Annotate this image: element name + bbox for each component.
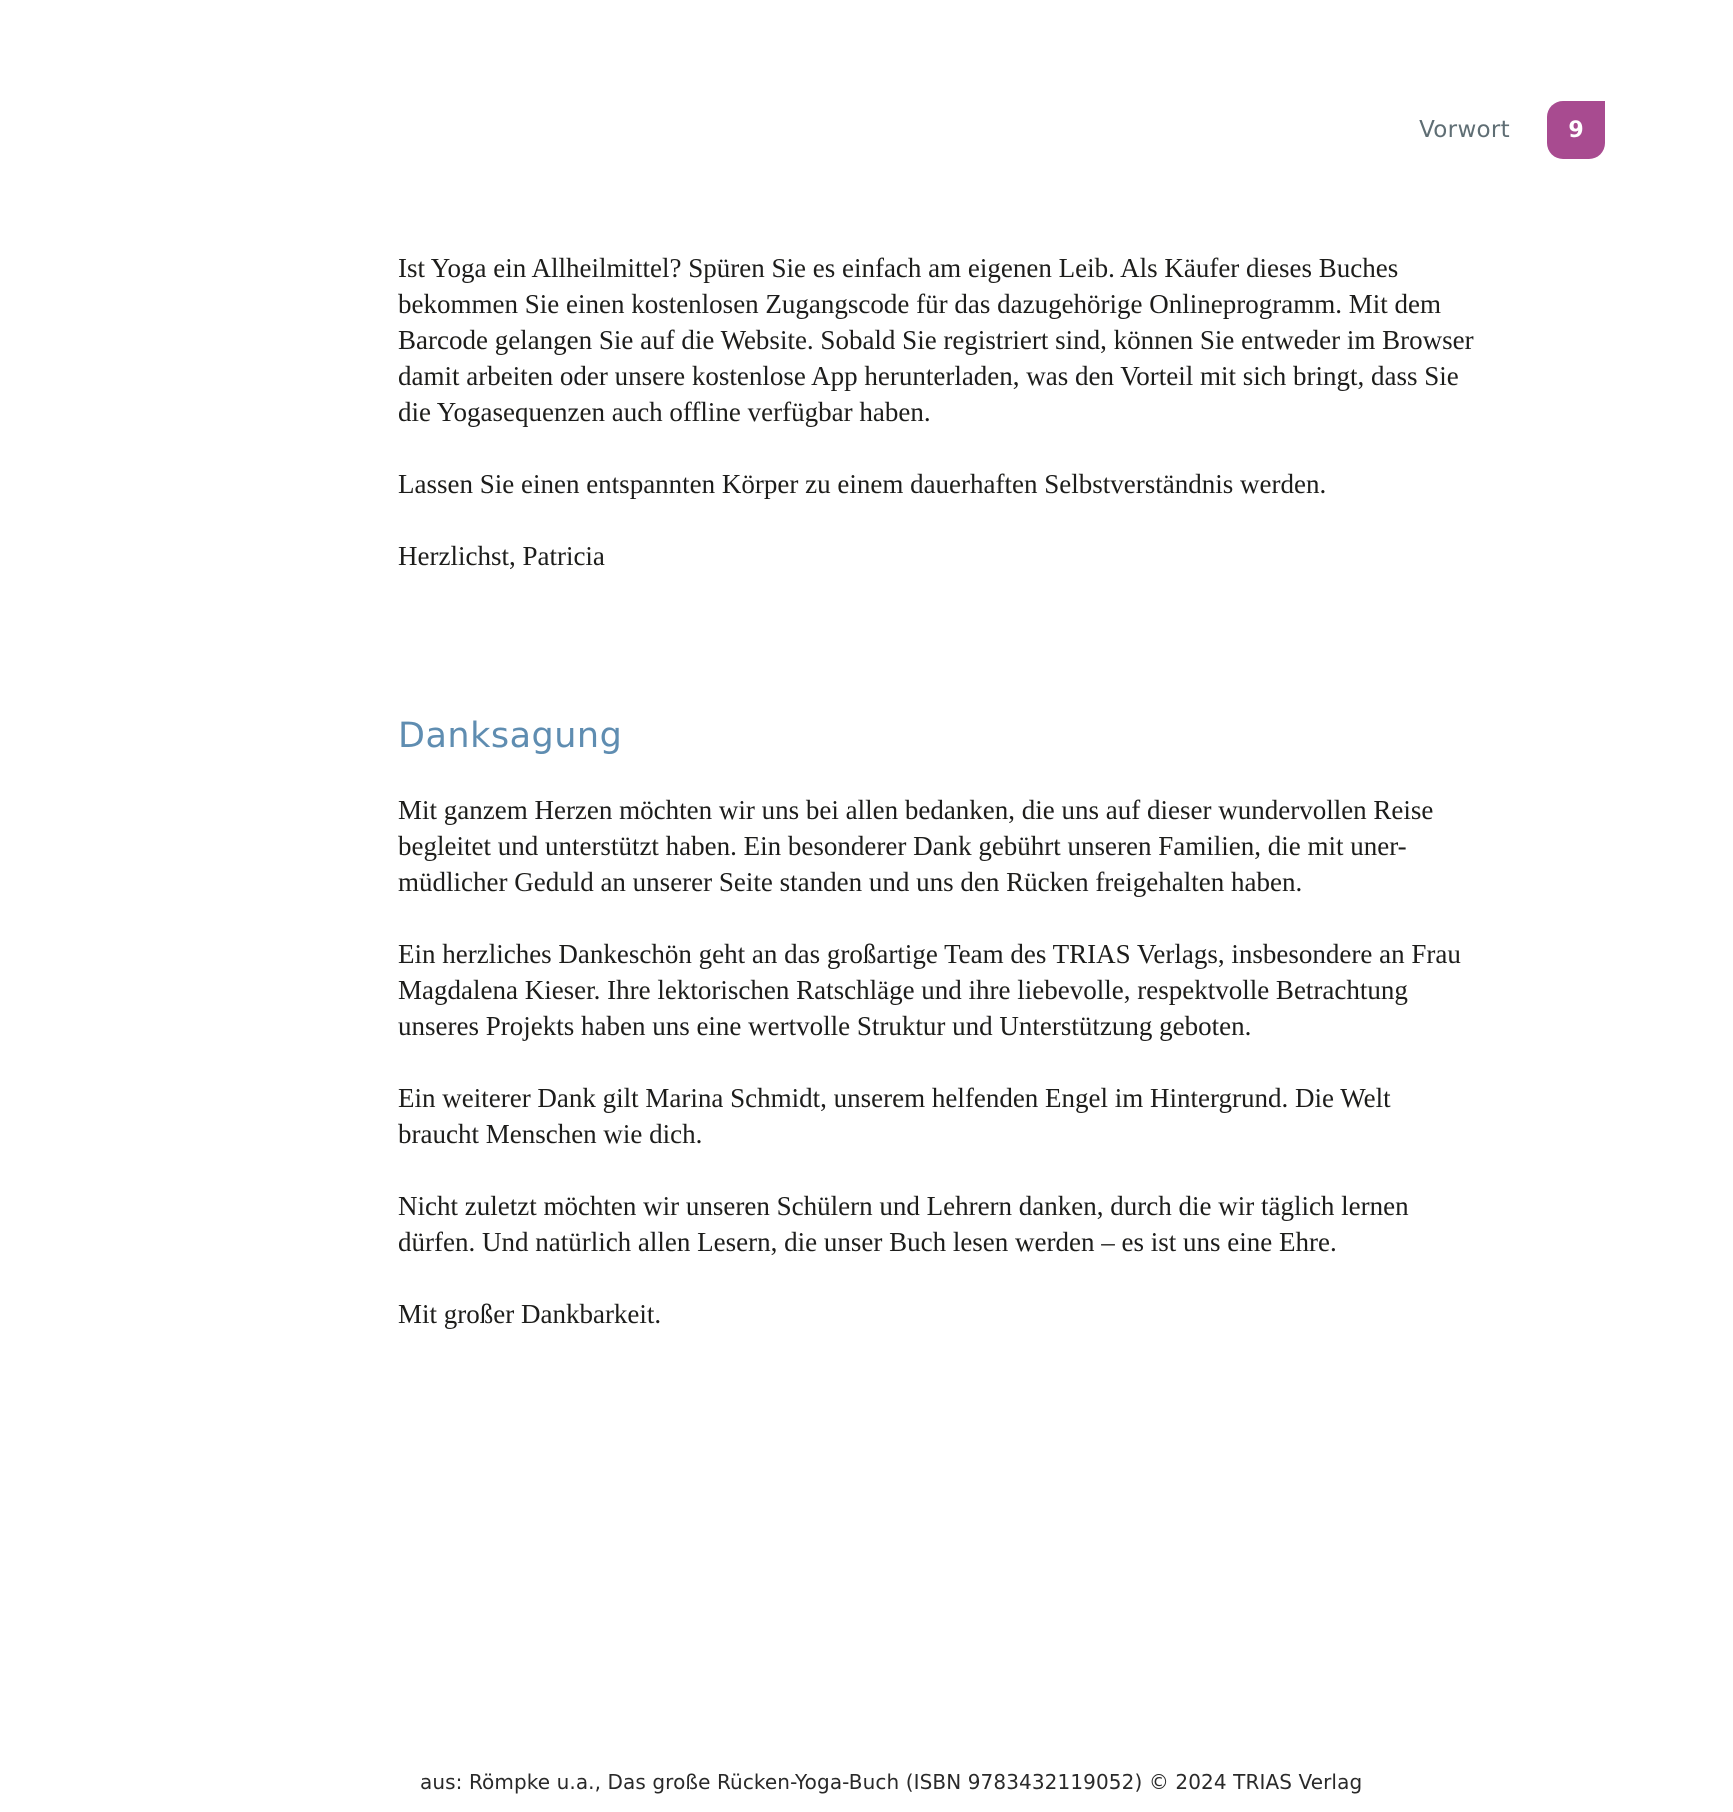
text-line: Ist Yoga ein Allheilmittel? Spüren Sie es einfach am eigenen Leib. Als Käufer dieses Buches [398, 253, 1399, 283]
text-line: bekommen Sie einen kostenlosen Zugangscode für das dazugehörige Onlineprogramm. Mit dem [398, 289, 1441, 319]
paragraph [398, 936, 1578, 1044]
danksagung-body [398, 792, 1578, 1368]
paragraph [398, 1188, 1578, 1260]
text-line: unseres Projekts haben uns eine wertvolle Struktur und Unterstützung geboten. [398, 1011, 1252, 1041]
running-header [1419, 100, 1605, 160]
text-line: Ein herzliches Dankeschön geht an das großartige Team des TRIAS Verlags, insbesondere an Frau [398, 939, 1461, 969]
paragraph [398, 792, 1578, 900]
text-line: braucht Menschen wie dich. [398, 1119, 703, 1149]
closing-line [398, 1296, 1578, 1332]
vorwort-body [398, 250, 1578, 610]
danksagung-heading: Danksagung [398, 716, 623, 756]
text-line: damit arbeiten oder unsere kostenlose App herunterladen, was den Vorteil mit sich bringt, dass Sie [398, 361, 1459, 391]
text-line: Magdalena Kieser. Ihre lektorischen Ratschläge und ihre liebevolle, respektvolle Betrachtung [398, 975, 1408, 1005]
paragraph [398, 466, 1578, 502]
paragraph [398, 250, 1578, 430]
text-line: Nicht zuletzt möchten wir unseren Schülern und Lehrern danken, durch die wir täglich lernen [398, 1191, 1409, 1221]
text-line: Mit ganzem Herzen möchten wir uns bei allen bedanken, die uns auf dieser wundervollen Reise [398, 795, 1434, 825]
page-number: 9 [1568, 117, 1584, 143]
page-number-badge [1547, 101, 1605, 159]
text-line: Ein weiterer Dank gilt Marina Schmidt, unserem helfenden Engel im Hintergrund. Die Welt [398, 1083, 1391, 1113]
signature [398, 538, 1578, 574]
text-line: Herzlichst, Patricia [398, 541, 605, 571]
paragraph [398, 1080, 1578, 1152]
text-line: dürfen. Und natürlich allen Lesern, die unser Buch lesen werden – es ist uns eine Ehre. [398, 1227, 1337, 1257]
text-line: müdlicher Geduld an unserer Seite standen und uns den Rücken freigehalten haben. [398, 867, 1303, 897]
text-line: Mit großer Dankbarkeit. [398, 1299, 662, 1329]
text-line: Barcode gelangen Sie auf die Website. Sobald Sie registriert sind, können Sie entweder im Browser [398, 325, 1474, 355]
section-title: Vorwort [1419, 117, 1510, 143]
text-line: die Yogasequenzen auch offline verfügbar haben. [398, 397, 931, 427]
text-line: Lassen Sie einen entspannten Körper zu einem dauerhaften Selbstverständnis werden. [398, 469, 1327, 499]
text-line: begleitet und unterstützt haben. Ein besonderer Dank gebührt unseren Familien, die mit uner- [398, 831, 1407, 861]
citation-footer: aus: Römpke u.a., Das große Rücken-Yoga-Buch (ISBN 9783432119052) © 2024 TRIAS Verlag [420, 1770, 1363, 1794]
